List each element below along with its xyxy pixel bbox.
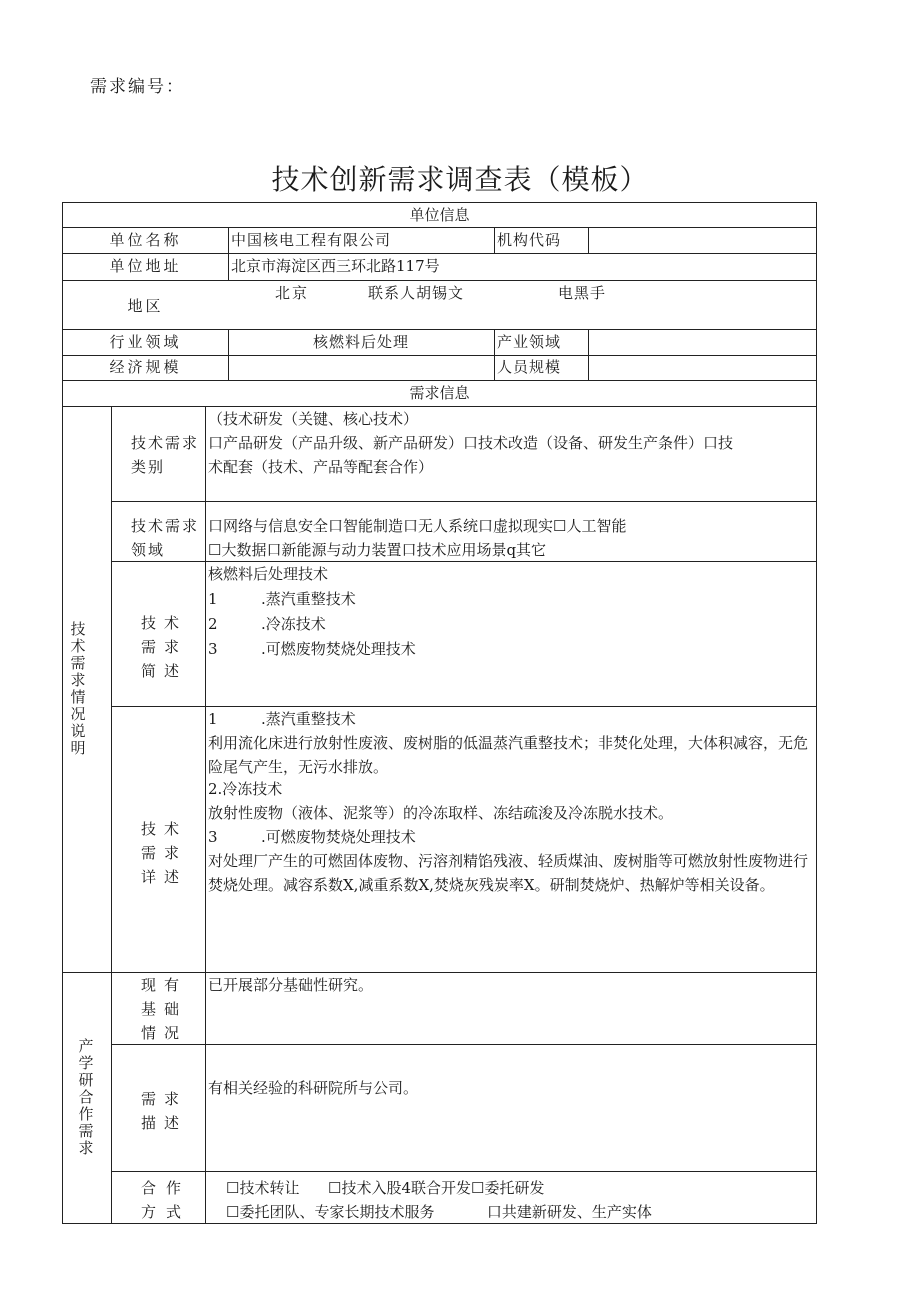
field-label: 技术需求领域 (131, 517, 200, 559)
detail-item-2-title: 2.冷冻技术 (208, 780, 283, 798)
detail-item-3-body: 对处理厂产生的可燃固体废物、污溶剂精馅残液、轻质煤油、废树脂等可燃放射性废物进行焚烧处理。减容系数X,减重系数X,焚烧灰残炭率X。研制焚烧炉、热解炉等相关设备。 (208, 852, 809, 894)
brief-item-2-num: 2 (208, 615, 218, 633)
brief-title: 核燃料后处理技术 (208, 565, 329, 583)
org-code-label: 机构代码 (497, 231, 562, 249)
detail-item-1-num: 1 (208, 710, 218, 728)
brief-item-3-text: .可燃废物焚烧处理技术 (261, 640, 416, 658)
region-label: 地区 (127, 297, 164, 315)
category-line-3: 术配套（技术、产品等配套合作） (208, 458, 434, 476)
economy-label: 经济规模 (109, 358, 182, 376)
industry-value: 核燃料后处理 (312, 333, 409, 351)
unit-name-value: 中国核电工程有限公司 (231, 231, 392, 249)
desc-value: 有相关经验的科研院所与公司。 (208, 1079, 419, 1097)
brief-item-1-text: .蒸汽重整技术 (261, 590, 356, 608)
sector-label: 产业领域 (497, 333, 562, 351)
field-line-1: 口网络与信息安全口智能制造口无人系统口虚拟现实☐人工智能 (208, 517, 627, 535)
unit-info-section-title: 单位信息 (409, 206, 470, 224)
address-value: 北京市海淀区西三环北路117号 (231, 257, 440, 275)
group-tech-demand-label: 技术需求情况说明 (70, 620, 86, 757)
industry-label: 行业领域 (109, 333, 182, 351)
field-line-2: ☐大数据口新能源与动力装置口技术应用场景q其它 (208, 541, 547, 559)
detail-item-2-body: 放射性废物（液体、泥浆等）的冷冻取样、冻结疏浚及冷冻脱水技术。 (208, 804, 674, 822)
coop-label: 合作方式 (141, 1179, 192, 1221)
address-label: 单位地址 (109, 257, 182, 275)
coop-line-2: ☐委托团队、专家长期技术服务 口共建新研发、生产实体 (226, 1203, 652, 1221)
page-title: 技术创新需求调查表（模板） (271, 163, 649, 196)
category-line-2: 口产品研发（产品升级、新产品研发）口技术改造（设备、研发生产条件）口技 (208, 434, 734, 452)
brief-item-1-num: 1 (208, 590, 218, 608)
group-cooperation-label: 产学研合作需求 (78, 1037, 94, 1157)
category-line-1: （技术研发（关键、核心技术） (208, 410, 419, 428)
brief-item-2-text: .冷冻技术 (261, 615, 326, 633)
detail-item-3-title: .可燃废物焚烧处理技术 (261, 828, 416, 846)
request-number-label: 需求编号： (90, 77, 185, 97)
region-value: 北京 (275, 284, 310, 302)
brief-item-3-num: 3 (208, 640, 218, 658)
contact-label: 联系人胡锡文 (368, 284, 465, 302)
detail-item-1-body: 利用流化床进行放射性废液、废树脂的低温蒸汽重整技术；非焚化处理，大体积减容，无危险尾气产生，无污水排放。 (208, 734, 809, 776)
basis-label: 现有基础情况 (141, 976, 188, 1042)
brief-label: 技术需求简述 (141, 614, 188, 680)
survey-table (62, 202, 817, 1224)
staff-label: 人员规模 (497, 358, 562, 376)
basis-value: 已开展部分基础性研究。 (208, 976, 374, 994)
coop-line-1: ☐技术转让 ☐技术入股4联合开发☐委托研发 (226, 1179, 545, 1197)
desc-label: 需求描述 (141, 1090, 188, 1132)
detail-label: 技术需求详述 (141, 820, 188, 886)
demand-info-section-title: 需求信息 (409, 384, 470, 402)
detail-item-3-num: 3 (208, 828, 218, 846)
detail-item-1-title: .蒸汽重整技术 (261, 710, 356, 728)
category-label: 技术需求类别 (131, 434, 200, 476)
phone-label: 电黑手 (558, 284, 607, 302)
unit-name-label: 单位名称 (109, 231, 182, 249)
